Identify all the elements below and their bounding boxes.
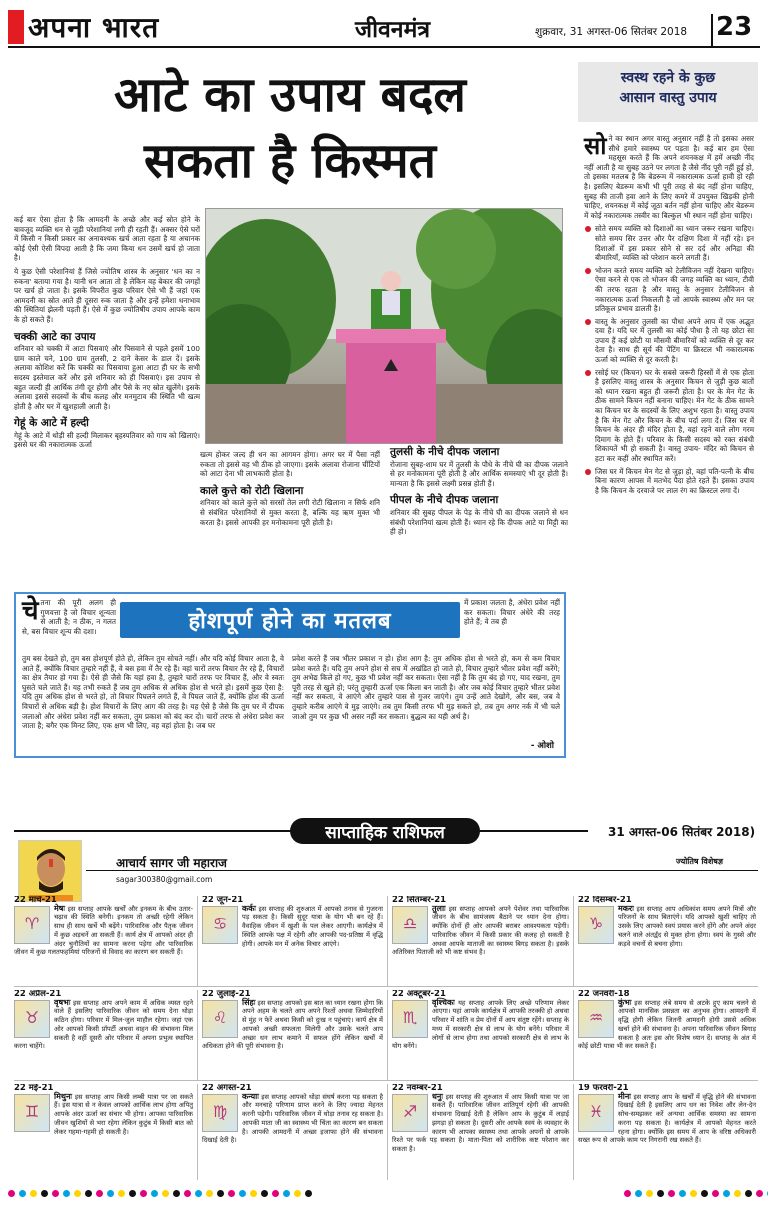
registration-dot [756,1190,763,1197]
rashifal-row-divider [14,986,758,987]
sign-name: कुंभः [618,997,632,1007]
osho-right-text: प्रवेश करते हैं जब भीतर प्रकाश न हो। होश आग है: तुम अधिक होश से भरते हो, कम से कम विचार प्रवेश करते हैं। यदि तुम अपने होश से सच में अखंडित हो जाते हो, विचार तुम्हारे भीतर प्रवेश नहीं करेंगे; तुम अभेद्य किले हो गए, कुछ भी प्रवेश नहीं कर सकता। ऐसा नहीं है कि तुम बंद हो गए, याद रखना, तुम पूरी तरह से खुले हो; परंतु तुम्हारी ऊर्जा एक किला बन जाती है। और जब कोई विचार तुम्हारे भीतर प्रवेश नहीं कर सकता, वे आएंगे और तुम्हारे पास से गुजर जाएंगे। तुम उन्हें आते देखोगे, और बस, जब वे तुम्हारे करीब आएंगे वे मुड़ जाएंगे। तब तुम किसी तरफ भी मुड़ सकते हो, तब तुम अगर नर्क में भी चले जाओ तुम पर कुछ भी असर नहीं कर सकता। बुद्धत्व का यही अर्थ है। [292,654,560,721]
zodiac-glyph: ♍ [212,1102,228,1122]
tulsi-photo [205,208,563,444]
sign-prediction: इस सप्ताह आपको इस बात का ध्यान रखना होगा कि अपने अहम के चलते आप अपने रिश्तों अथवा जिम्मेदारियों से मुंह न फेरें अथवा किसी को दुःख न पहुंचाएं। कार्य क्षेत्र में आपको अच्छी सफलता मिलेगी और उसके चलते आप अच्छा धन लाभ कमाने में सफल होंगे लेकिन खर्चों में अधिकता होने की पूरी संभावना है। [202,998,383,1051]
rashifal-sign-card [14,990,198,1080]
rashifal-sign-card [392,1084,574,1180]
sign-prediction: इस सप्ताह आपको थोड़ा संघर्ष करना पड़ सकता है और मनचाहे परिणाम प्राप्त करने के लिए ज्यादा मेहनत करनी पड़ेगी। पारिवारिक जीवन में थोड़ा तनाव रह सकता है। आपकी माता जी का स्वास्थ्य भी चिंता का कारण बन सकता है। आपकी आमदनी में अच्छा इजाफा होने की संभावना दिखाई देती है। [202,1092,383,1145]
sign-date-range: 22 अप्रैल-21 [14,990,62,999]
registration-dot [272,1190,279,1197]
rashifal-sign-card [578,1084,760,1180]
sidebar-title-line-2: आसान वास्तु उपाय [619,90,717,106]
sign-prediction: इस सप्ताह आप अधिकांश समय अपने मित्रों और परिजनों के साथ बिताएंगे। यदि आपको खुशी चाहिए तो उसके लिए आपको स्वयं प्रयास करने होंगे और अपने अंदर चलने वाले अंतर्द्वंद से मुक्त होना होगा। स्वयं के गुस्से और कड़वे वचनों से बचना होगा। [618,904,756,948]
registration-dot [261,1190,268,1197]
sidebar-intro-text: ने का स्थान अगर वास्तु अनुसार नहीं है तो इसका असर सीधे हमारे स्वास्थ्य पर पड़ता है। कई बार हम ऐसा महसूस करते हैं कि अपने शयनकक्ष में हमें अच्छी नींद नहीं आती है या सुबह उठने पर लगता है जैसे नींद पूरी नहीं हुई हो, तो इसका मतलब है कि बेडरूम में नकारात्मक ऊर्जा हावी हो रही है। इसलिए बेडरूम कभी भी पूरी तरह से बंद नहीं होना चाहिए, सुबह की ताजी हवा आने के लिए कमरे में उपयुक्त खिड़की होनी चाहिए, शयनकक्ष में कोई जूठा बर्तन नहीं होना चाहिए और बेडरूम में कोई नकारात्मक तस्वीर का बिल्कुल भी स्थान नहीं होना चाहिए। [584,134,754,220]
sign-name: तुलाः [432,903,446,913]
zodiac-icon [202,1094,238,1132]
sign-date-range: 22 जुलाई-21 [202,990,251,999]
sign-prediction: इस सप्ताह आप के खर्चों में वृद्धि होने की संभावना दिखाई देती है इसलिए आप धन का निवेश और लेन-देन सोच-समझकर करें अन्यथा आर्थिक समस्या का सामना करना पड़ सकता है। कार्यक्षेत्र में आपको मेहनत करते रहना होगा। क्योंकि इस समय में आप के वरिष्ठ अधिकारी सख्त रूप से आपके काम पर निगरानी रख सकते हैं। [578,1092,756,1145]
masthead-rule [8,46,760,48]
section-heading-haldi: गेहूं के आटे में हल्दी [14,417,89,430]
zodiac-icon [392,1094,428,1132]
sign-prediction: इस सप्ताह की शुरुआत में आप किसी यात्रा पर जा सकते हैं। पारिवारिक जीवन शांतिपूर्ण रहेगी की आपकी संभावना दिखाई देती है लेकिन आप के कुटुंब में लड़ाई झगड़ा हो सकता है। दूसरी ओर आपके स्वयं के व्यवहार के कारण भी आपका स्वास्थ्य तथा आपके अपनों से आपके रिश्ते पर फर्क पड़ सकता है। माता-पिता को शारीरिक कष्ट परेशान कर सकता है। [392,1092,569,1153]
registration-dot [19,1190,26,1197]
headline-line-1: आटे का उपाय बदल [114,67,466,123]
sign-prediction: इस सप्ताह आपके खर्चों और इनकम के बीच उतार-चढ़ाव की स्थिति बनेगी। इनकम तो अच्छी रहेगी लेकिन साथ ही साथ खर्चे भी बढ़ेंगे। पारिवारिक और पैतृक जीवन में कुछ अड़चनें आ सकती हैं। कार्य क्षेत्र में आपको अंदर ही अंदर चुनौतियों का सामना करना पड़ेगा और पारिवारिक जीवन में कुछ गलतफहमियां परिजनों से विवाद का कारण बन सकती हैं। [14,904,193,957]
zodiac-glyph: ♑ [588,914,604,934]
astrologer-avatar-icon [19,841,82,902]
registration-dot [118,1190,125,1197]
section-heading-tulsi: तुलसी के नीचे दीपक जलाना [390,446,500,458]
registration-dot [635,1190,642,1197]
sign-date-range: 22 जून-21 [202,896,244,905]
rashifal-title: साप्ताहिक राशिफल [325,822,445,843]
sign-date-range: 22 अक्टूबर-21 [392,990,446,999]
masthead-section: जीवनमंत्र [355,17,431,43]
sign-name: सिंहः [242,997,256,1007]
zodiac-icon [578,1094,614,1132]
zodiac-icon [14,1000,50,1038]
zodiac-glyph: ♉ [24,1008,40,1028]
rashifal-sign-card [202,896,388,986]
rashifal-date-range: 31 अगस्त-06 सितंबर 2018) [608,824,756,839]
sidebar-bullet-list [584,224,754,495]
sidebar-bullet: वास्तु के अनुसार तुलसी का पौधा अपने आप में एक अद्भुत दवा है। यदि घर में तुलसी का कोई पौधा है तो यह छोटा सा उपाय हैं कई छोटी या मौसमी बीमारियों को व्यक्ति से दूर कर देता है। साथ ही सूर्य की पेंटिंग या क्रिस्टल भी नकारात्मक ऊर्जा को व्यक्ति से दूर करती है। [584,317,754,365]
osho-left-lead [22,598,116,636]
zodiac-icon [392,1000,428,1038]
osho-title-bar [120,602,460,638]
registration-dot [723,1190,730,1197]
zodiac-glyph: ♈ [24,914,40,934]
sign-prediction: इस सप्ताह की शुरुआत में आपको तनाव से गुजरना पड़ सकता है। किसी सुदूर यात्रा के योग भी बन रहे हैं। वैवाहिक जीवन में खुशी के पल लेकर आएगी। कार्यक्षेत्र में स्थिति आपके पक्ष में रहेगी और आपकी पद-प्रतिष्ठा में वृद्धि होगी। आपके मन में अनेक विचार आएंगे। [242,904,383,948]
zodiac-glyph: ♐ [402,1102,418,1122]
registration-dot [151,1190,158,1197]
section-heading-chakki: चक्की आटे का उपाय [14,330,96,343]
registration-dot [52,1190,59,1197]
registration-dot [74,1190,81,1197]
sign-prediction: इस सप्ताह लंबे समय से अटके हुए काम चलने से आपको मानसिक प्रसन्नता का अनुभव होगा। आमदनी में वृद्धि होगी लेकिन जितनी आमदनी होगी उससे अधिक खर्चा होने की संभावना है। अपना पारिवारिक जीवन बिगाड़ सकता है अतः इस ओर विशेष ध्यान दें। सप्ताह के अंत में कोई छोटी यात्रा भी कर सकते हैं। [578,998,756,1051]
sign-name: मकरः [618,903,634,913]
zodiac-icon [392,906,428,944]
registration-dot [41,1190,48,1197]
rashifal-row-divider [14,1080,758,1081]
masthead-vdivider [711,14,713,46]
osho-dropcap: चे [22,596,39,626]
main-middle-column [200,450,380,527]
registration-dot [646,1190,653,1197]
section-text-tulsi: रोजाना सुबह-शाम घर में तुलसी के पौधे के नीचे घी का दीपक जलाने से हर मनोकामना पूरी होती है और आर्थिक समस्याएं भी दूर होती हैं। मान्यता है कि इससे लक्ष्मी प्रसन्न होती हैं। [390,459,568,488]
section-text-kutta: शनिवार को काले कुत्ते को सरसों तेल लगी रोटी खिलाना न सिर्फ शनि से संबंधित परेशानियों से मुक्त करता है, बल्कि यह ऋण मुक्त भी करता है। इससे आपकी हर मनोकामना पूरी होती है। [200,498,380,527]
osho-author: - ओशो [530,741,554,751]
sidebar-bullet: भोजन करते समय व्यक्ति को टेलीविजन नहीं देखना चाहिए। ऐसा करने से एक तो भोजन की जगह व्यक्ति का ध्यान, टीवी की तरफ रहता है और वास्तु के अनुसार टेलीविजन से नकारात्मक ऊर्जा निकलती है जो आपके स्वास्थ्य और मन पर प्रतिकूल प्रभाव डालती है। [584,266,754,314]
vastu-sidebar [578,62,758,860]
rashifal-sign-card [202,1084,388,1180]
registration-dot [228,1190,235,1197]
masthead [0,0,768,50]
rashifal-banner [14,818,758,844]
astrologer-photo [18,840,82,902]
zodiac-glyph: ♎ [402,914,418,934]
section-text-peepal: शनिवार की सुबह पीपल के पेड़ के नीचे घी का दीपक जलाने से धन संबंधी परेशानियां खत्म होती हैं। ध्यान रहे कि दीपक आटे या मिट्टी का ही हो। [390,507,568,537]
osho-right-lead: में प्रकाश जलता है, अंधेरा प्रवेश नहीं कर सकता। विचार अंधेरे की तरह होते हैं; वे तब ही [464,598,560,627]
registration-dot [668,1190,675,1197]
registration-dot [184,1190,191,1197]
sidebar-body [578,122,758,495]
astrologer-rule [86,870,758,871]
zodiac-icon [14,906,50,944]
osho-left-text: तुम बस देखते हो, तुम बस होशपूर्ण होते हो, लेकिन तुम सोचते नहीं। और यदि कोई विचार आता है, वे आते हैं, क्योंकि विचार तुम्हारे नहीं हैं, वे बस हवा में तैर रहे हैं। वहां चारों तरफ विचार तैर रहे हैं, विचारों का क्षेत्र तैयार हो गया है। ऐसे ही जैसे कि यहां हवा है, तुम्हारे चारों तरफ पर विचार हैं, और वे स्वतः घुसते चले जाते हैं। यह तभी रुकते हैं जब तुम अधिक से अधिक होश से भरते हो। इसमें कुछ ऐसा है: यदि तुम अधिक होश से भरते हो, तो विचार पिघलने लगते हैं, वे पिघल जाते हैं, क्योंकि होश की ऊर्जा विचारों से अधिक बड़ी है। होश विचारों के लिए आग की तरह है। यह ऐसे है जैसे कि तुम घर में दीपक जलाओ और अंधेरा प्रवेश नहीं कर सकता, तुम प्रकाश को बंद कर दो। चारों तरफ से अंधेरा प्रवेश कर जाता है; बगैर एक मिनट लिए, एक क्षण भी लिए, वह वहां होता है। जब घर [22,654,284,731]
sign-date-range: 22 दिसम्बर-21 [578,896,632,905]
sign-date-range: 19 फरवरी-21 [578,1084,629,1093]
rashifal-sign-card [392,990,574,1080]
sign-prediction: इस सप्ताह आप अपने काम में अधिक व्यस्त रहने वाले हैं इसलिए पारिवारिक जीवन को समय देना थोड़ा कठिन होगा। परिवार में मिल-जुल माहौल रहेगा। जहां एक ओर आपको किसी प्रॉपर्टी अथवा वाहन की संभावना मिल सकती है वहीं दूसरी ओर परिवार में अपना प्रभुत्व स्थापित करना चाहेंगे। [14,998,193,1051]
zodiac-glyph: ♓ [588,1102,604,1122]
rashifal-sign-card [14,1084,198,1180]
sign-name: वृश्चिकः [432,997,455,1007]
sign-name: मीनः [618,1091,631,1101]
sign-name: कन्याः [242,1091,259,1101]
registration-dot [129,1190,136,1197]
footer-registration-dots-right [624,1190,768,1197]
sign-date-range: 22 नवम्बर-21 [392,1084,443,1093]
registration-dot [283,1190,290,1197]
zodiac-glyph: ♏ [402,1008,418,1028]
sign-date-range: 22 जनवरी-18 [578,990,630,999]
zodiac-glyph: ♌ [212,1008,228,1028]
rashifal-sign-card [392,896,574,986]
osho-title: होशपूर्ण होने का मतलब [188,609,392,634]
intro-paragraph: कई बार ऐसा होता है कि आमदनी के अच्छे और कई स्रोत होने के बावजूद व्यक्ति धन से जुड़ी परेशानियां लगी ही रहती हैं। अक्सर ऐसे घरों में किसी न किसी प्रकार का अनावश्यक खर्च आता रहता है या अचानक कोई ऐसी ऐसी विपदा आती है कि जमा किया धन उसमें खर्च हो जाता है। [14,215,200,263]
sidebar-intro [584,134,754,220]
registration-dot [63,1190,70,1197]
registration-dot [679,1190,686,1197]
registration-dot [745,1190,752,1197]
rashifal-date-range-box [588,818,758,844]
masthead-logo: अपना भारत [28,11,160,44]
section-text-haldi: गेहूं के आटे में थोड़ी सी हल्दी मिलाकर बृहस्पतिवार को गाय को खिलाएं। इससे घर की नकारात्मक ऊर्जा [14,430,200,450]
sidebar-title-line-1: स्वस्थ रहने के कुछ [620,70,716,86]
registration-dot [657,1190,664,1197]
zodiac-icon [202,906,238,944]
sign-prediction: इस सप्ताह आपको अपने पेशेवर तथा पारिवारिक जीवन के बीच सामंजस्य बैठाने पर ध्यान देना होगा। क्योंकि दोनों ही ओर आपकी बराबर आवश्यकता पड़ेगी। पारिवारिक जीवन में किसी प्रकार की कलह हो सकती है अथवा आपके माताजी का स्वास्थ्य बिगड़ सकता है। इसके अतिरिक्त पिताजी को भी कष्ट संभव है। [392,904,569,957]
astrologer-title: ज्योतिष विशेषज्ञ [676,857,724,866]
masthead-logo-box [8,10,24,44]
sidebar-bullet: सोते समय व्यक्ति को दिशाओं का ध्यान जरूर रखना चाहिए। सोते समय सिर उत्तर और पैर दक्षिण दिशा में नहीं रहे। इन दिशाओं में इस प्रकार सोने से सर दर्द और अनिद्रा की बीमारियाँ, व्यक्ति को परेशान करने लगती हैं। [584,224,754,262]
sign-prediction: इस सप्ताह आप किसी लम्बी यात्रा पर जा सकते हैं। इस यात्रा से न केवल आपको आर्थिक लाभ होगा अपितु आपके अंदर ऊर्जा का संचार भी होगा। आपका पारिवारिक जीवन खुशियों से भरा रहेगा लेकिन कुटुंब में किसी बात को लेकर गहमा-गहमी हो सकती है। [54,1092,193,1136]
sign-name: वृषभः [54,997,71,1007]
registration-dot [206,1190,213,1197]
rashifal-sign-card [578,990,760,1080]
headline-line-2: सकता है किस्मत [143,133,437,189]
registration-dot [96,1190,103,1197]
registration-dot [173,1190,180,1197]
registration-dot [305,1190,312,1197]
sign-name: मेषः [54,903,66,913]
registration-dot [701,1190,708,1197]
section-heading-kutta: काले कुत्ते को रोटी खिलाना [200,484,304,497]
registration-dot [8,1190,15,1197]
page-number: 23 [716,12,753,42]
zodiac-glyph: ♒ [588,1008,604,1028]
registration-dot [239,1190,246,1197]
registration-dot [195,1190,202,1197]
rashifal-title-box [290,818,480,844]
rashifal-sign-card [202,990,388,1080]
sign-date-range: 22 मई-21 [14,1084,54,1093]
sign-date-range: 22 मार्च-21 [14,896,57,905]
main-headline [20,62,560,194]
registration-dot [85,1190,92,1197]
sign-prediction: यह सप्ताह आपके लिए अच्छे परिणाम लेकर आएगा। यहां आपके कार्यक्षेत्र में आपकी तरक्की हो अथवा परिवार में शांति व प्रेम दोनों में आप संतुष्ट रहेंगे। सप्ताह के मध्य में सरकारी क्षेत्र से लाभ के योग बनेंगे। परिवार में लोगों से लाभ होगा तथा आपको सरकारी क्षेत्र से लाभ के योग बनेंगे। [392,998,569,1051]
section-text-chakki: शनिवार को चक्की में आटा पिसवाएं और पिसवाने से पहले इसमें 100 ग्राम काले चने, 100 ग्राम तुलसी, 2 दाने केसर के डाल दें। इसके अलावा कोशिश करें कि चक्की का पिसवाया हुआ आटा ही घर के सभी सदस्य इस्तेमाल करें और इसे शनिवार को ही पिसवाएं। इस उपाय से बहुत जल्दी ही आर्थिक तंगी दूर होगी और पैसे के नए स्रोत खुलेंगे। इसके अलावा इससे सदस्यों के बीच कलह और मनमुटाव की स्थिति भी खत्म होती है और घर में खुशहाली आती है। [14,344,200,411]
sign-date-range: 22 अगस्त-21 [202,1084,252,1093]
zodiac-icon [578,1000,614,1038]
zodiac-icon [578,906,614,944]
osho-left-lead-text: तना की पूरी अलग ही गुणवत्ता है जो विचार शून्यता से आती है; न ठीक, न गलत से, बस विचार शून्य की दशा। [22,598,116,636]
zodiac-glyph: ♊ [24,1102,40,1122]
sidebar-bullet: रसोई घर (किचन) घर के सबसे जरूरी हिस्सों में से एक होता है इसलिए वास्तु शास्त्र के अनुसार किचन से जुड़ी कुछ बातों को ध्यान रखना बहुत ही जरूरी होता है। घर के मेन गेट के ठीक सामने किचन नहीं बनाना चाहिए। मेन गेट के ठीक सामने का किचन घर के सदस्यों के लिए अशुभ रहता है। वास्तु उपाय है कि मेन गेट और किचन के बीच पर्दा लगा दें। जिस घर में किचन के अंदर ही मंदिर होता है, वहां रहने वाले लोग गरम दिमाग के होते हैं। परिवार के किसी सदस्य को रक्त संबंधी शिकायतें भी हो सकती है। वास्तु उपाय- मंदिर को किचन से हटा कर कहीं और स्थापित करें। [584,368,754,464]
sidebar-bullet: जिस घर में किचन मेन गेट से जुड़ा हो, वहां पति-पत्नी के बीच बिना कारण आपस में मतभेद पैदा होते रहते हैं। इसका उपाय है कि किचन के दरवाजे पर लाल रंग का क्रिस्टल लगा दें। [584,467,754,496]
registration-dot [294,1190,301,1197]
main-left-column [14,215,200,450]
sign-name: धनुः [432,1091,443,1101]
sign-name: कर्कः [242,903,256,913]
zodiac-icon [14,1094,50,1132]
registration-dot [712,1190,719,1197]
registration-dot [734,1190,741,1197]
registration-dot [217,1190,224,1197]
middle-paragraph: खत्म होकर जल्द ही धन का आगमन होगा। अगर घर में पैसा नहीं रुकता तो इससे वह भी ठीक हो जाएगा। इसके अलावा रोजाना चींटियों को आटा देना भी लाभकारी होता है। [200,450,380,479]
zodiac-icon [202,1000,238,1038]
registration-dot [250,1190,257,1197]
sidebar-header [578,62,758,122]
sign-name: मिथुनः [54,1091,73,1101]
astrologer-name: आचार्य सागर जी महाराज [116,856,227,870]
main-right-column [390,448,568,537]
registration-dot [624,1190,631,1197]
intro-paragraph-2: ये कुछ ऐसी परेशानियां हैं जिसे ज्योतिष शास्त्र के अनुसार 'धन का न रुकना' बताया गया है। यानी धन आता तो है लेकिन वह बेकार की जगहों पर खर्च हो जाता है। इसके विपरीत कुछ परिवार ऐसे भी हैं जहां एक आमदनी का स्रोत आते ही दूसरा रुक जाता है और इन्हें हमेशा धनाभाव की स्थितियां झेलनी पड़ती हैं। ऐसे में कुछ ज्योतिषीय उपाय आपके काम के हो सकते हैं। [14,266,200,324]
photo-illustration [206,209,563,444]
astrologer-email: sagar300380@gmail.com [116,875,213,884]
masthead-date: शुक्रवार, 31 अगस्त-06 सितंबर 2018 [535,26,688,38]
section-heading-peepal: पीपल के नीचे दीपक जलाना [390,494,499,507]
rashifal-sign-card [14,896,198,986]
zodiac-glyph: ♋ [212,914,228,934]
registration-dot [690,1190,697,1197]
registration-dot [107,1190,114,1197]
osho-box [14,592,566,758]
registration-dot [162,1190,169,1197]
rashifal-sign-card [578,896,760,986]
footer-registration-dots [8,1190,312,1197]
registration-dot [30,1190,37,1197]
registration-dot [140,1190,147,1197]
sidebar-dropcap: सो [584,132,607,160]
sign-date-range: 22 सितम्बर-21 [392,896,447,905]
